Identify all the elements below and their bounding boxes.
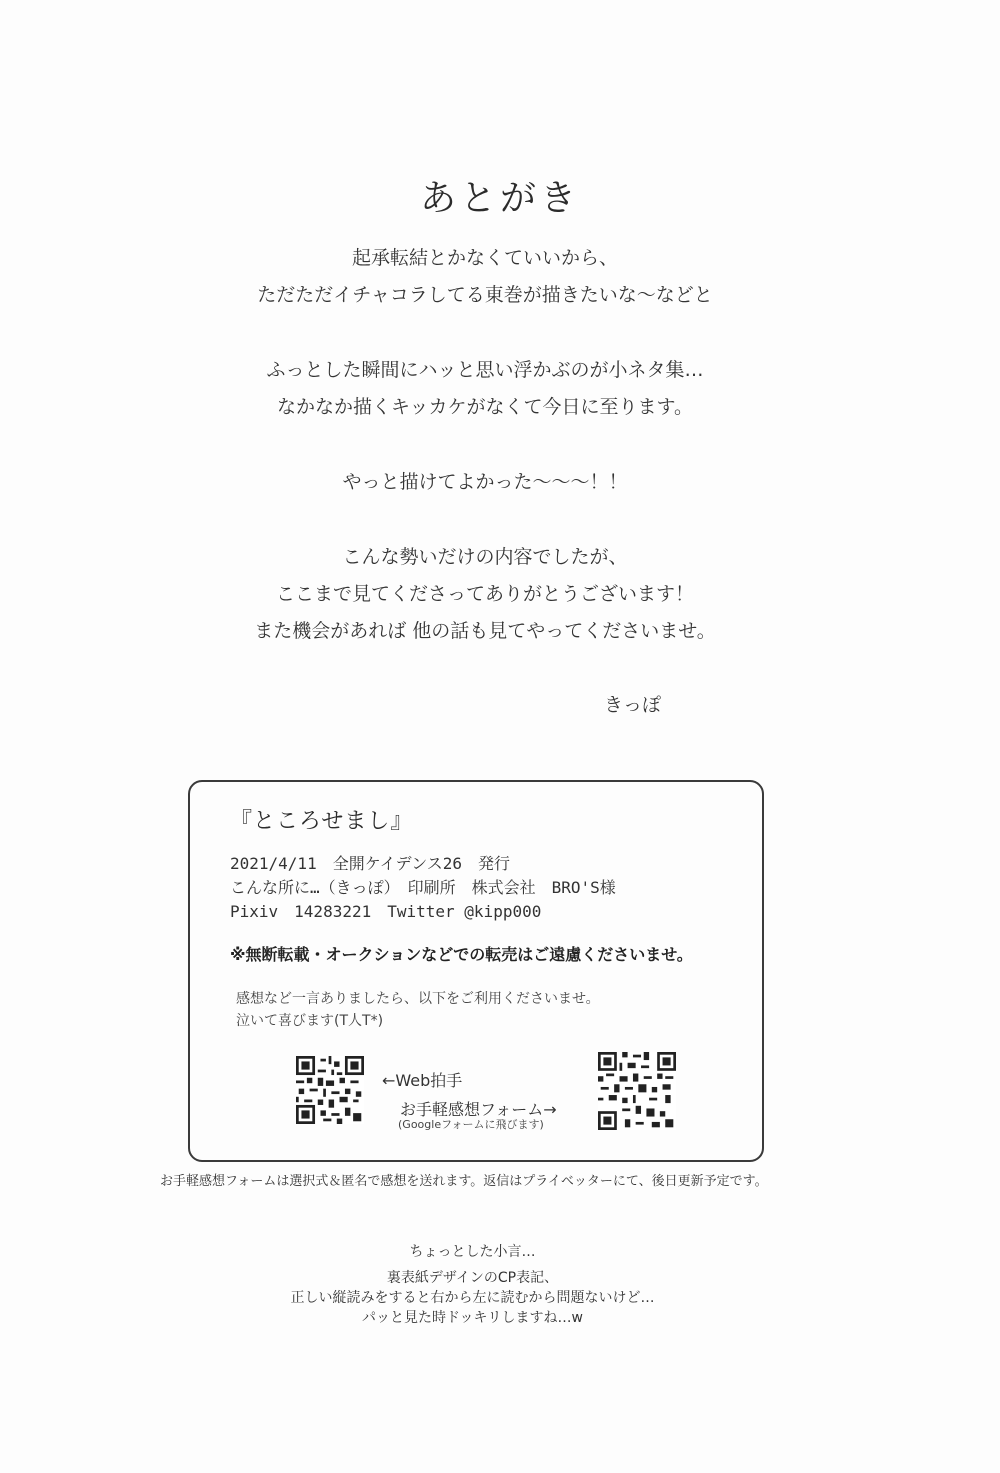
afterword-line: こんな勢いだけの内容でしたが、 bbox=[342, 546, 628, 568]
small-talk-heading: ちょっとした小言… bbox=[409, 1244, 536, 1260]
reprint-notice: ※無断転載・オークションなどでの転売はご遠慮くださいませ。 bbox=[230, 945, 693, 964]
colophon-details bbox=[230, 852, 616, 924]
afterword-line: また機会があれば 他の話も見てやってくださいませ。 bbox=[254, 620, 716, 642]
feedback-request-line: 感想など一言ありましたら、以下をご利用くださいませ。 bbox=[236, 991, 600, 1007]
web-clap-qr-code[interactable] bbox=[296, 1056, 364, 1124]
circle-printer-line: こんな所に…（きっぽ） 印刷所 株式会社 BRO'S様 bbox=[230, 878, 616, 897]
small-talk-section bbox=[0, 1242, 945, 1328]
web-clap-label: ←Web拍手 bbox=[382, 1071, 463, 1090]
form-footnote: お手軽感想フォームは選択式＆匿名で感想を送れます。返信はプライベッターにて、後日更新予定です。 bbox=[160, 1174, 768, 1189]
feedback-request bbox=[236, 988, 600, 1032]
afterword-line: ここまで見てくださってありがとうございます！ bbox=[275, 583, 694, 605]
small-talk-line: 正しい縦読みをすると右から左に読むから問題ないけど… bbox=[290, 1290, 655, 1306]
author-signature: きっぽ bbox=[604, 694, 662, 716]
feedback-form-note: (Googleフォームに飛びます) bbox=[398, 1118, 544, 1131]
afterword-line: なかなか描くキッカケがなくて今日に至ります。 bbox=[276, 396, 694, 418]
afterword-body bbox=[0, 240, 970, 650]
afterword-line: 起承転結とかなくていいから、 bbox=[351, 247, 618, 269]
small-talk-line: パッと見た時ドッキリしますね…w bbox=[362, 1310, 583, 1326]
feedback-request-line: 泣いて喜びます(T人T*) bbox=[236, 1013, 384, 1029]
social-line: Pixiv 14283221 Twitter @kipp000 bbox=[230, 902, 542, 921]
small-talk-line: 裏表紙デザインのCP表記、 bbox=[386, 1270, 559, 1286]
page-title: あとがき bbox=[419, 178, 580, 219]
feedback-form-label: お手軽感想フォーム→ bbox=[400, 1100, 557, 1119]
publication-line: 2021/4/11 全開ケイデンス26 発行 bbox=[230, 854, 511, 873]
afterword-line: やっと描けてよかった～～～！！ bbox=[342, 471, 628, 493]
afterword-line: ふっとした瞬間にハッと思い浮かぶのが小ネタ集… bbox=[266, 359, 704, 381]
feedback-form-qr-code[interactable] bbox=[598, 1052, 676, 1130]
work-title: 『ところせまし』 bbox=[230, 809, 414, 834]
colophon-box bbox=[188, 780, 764, 1162]
afterword-line: ただただイチャコラしてる東巻が描きたいな～などと bbox=[257, 284, 713, 306]
